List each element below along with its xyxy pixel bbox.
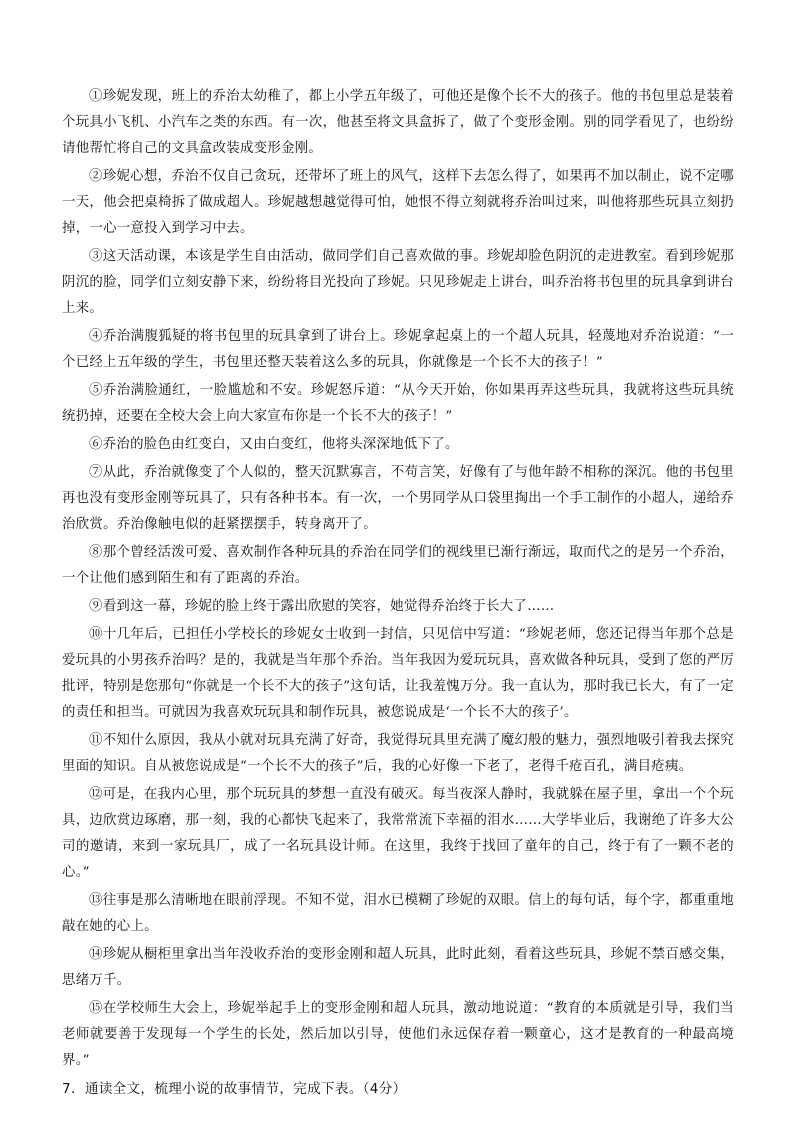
document-page xyxy=(62,84,734,1102)
paragraph-13: ⑬往事是那么清晰地在眼前浮现。不知不觉，泪水已模糊了珍妮的双眼。信上的每句话，每个字，都重重地敲在她的心上。 xyxy=(62,893,734,934)
paragraph-4: ④乔治满腹狐疑的将书包里的玩具拿到了讲台上。珍妮拿起桌上的一个超人玩具，轻蔑地对乔治说道：“一个已经上五年级的学生，书包里还整天装着这么多的玩具，你就像是一个长不大的孩子！” xyxy=(62,329,734,370)
paragraph-1: ①珍妮发现，班上的乔治太幼稚了，都上小学五年级了，可他还是像个长不大的孩子。他的书包里总是装着个玩具小飞机、小汽车之类的东西。有一次，他甚至将文具盒拆了，做了个变形金刚。别的同学看见了，也纷纷请他帮忙将自己的文具盒改装成变形金刚。 xyxy=(62,89,734,156)
question-7: 7．通读全文，梳理小说的故事情节，完成下表。（4分） xyxy=(62,1081,407,1097)
paragraph-8: ⑧那个曾经活泼可爱、喜欢制作各种玩具的乔治在同学们的视线里已渐行渐远，取而代之的是另一个乔治，一个让他们感到陌生和有了距离的乔治。 xyxy=(62,545,734,586)
paragraph-11: ⑪不知什么原因，我从小就对玩具充满了好奇，我觉得玩具里充满了魔幻般的魅力，强烈地吸引着我去探究里面的知识。自从被您说成是“一个长不大的孩子”后，我的心好像一下老了，老得千疮百孔，满目疮痍。 xyxy=(62,733,734,774)
paragraph-12: ⑫可是，在我内心里，那个玩玩具的梦想一直没有破灭。每当夜深人静时，我就躲在屋子里，拿出一个个玩具，边欣赏边琢磨，那一刻，我的心都快飞起来了，我常常流下幸福的泪水……大学毕业后，我谢绝了许多大公司的邀请，来到一家玩具厂，成了一名玩具设计师。在这里，我终于找回了童年的自己，终于有了一颗不老的心。” xyxy=(62,787,734,880)
paragraph-3: ③这天活动课，本该是学生自由活动，做同学们自己喜欢做的事。珍妮却脸色阴沉的走进教室。看到珍妮那阴沉的脸，同学们立刻安静下来，纷纷将目光投向了珍妮。只见珍妮走上讲台，叫乔治将书包里的玩具拿到讲台上来。 xyxy=(62,249,734,316)
paragraph-6: ⑥乔治的脸色由红变白，又由白变红，他将头深深地低下了。 xyxy=(89,437,459,452)
paragraph-15: ⑮在学校师生大会上，珍妮举起手上的变形金刚和超人玩具，激动地说道：“教育的本质就是引导，我们当老师就要善于发现每一个学生的长处，然后加以引导，使他们永远保存着一颗童心，这才是教育的一种最高境界。” xyxy=(62,1001,734,1068)
paragraph-14: ⑭珍妮从橱柜里拿出当年没收乔治的变形金刚和超人玩具，此时此刻，看着这些玩具，珍妮不禁百感交集，思绪万千。 xyxy=(62,947,734,988)
paragraph-2: ②珍妮心想，乔治不仅自己贪玩，还带坏了班上的风气，这样下去怎么得了，如果再不加以制止，说不定哪一天，他会把桌椅拆了做成超人。珍妮越想越觉得可怕，她恨不得立刻就将乔治叫过来，叫他将那些玩具立刻扔掉，一心一意投入到学习中去。 xyxy=(62,169,734,236)
paragraph-5: ⑤乔治满脸通红，一脸尴尬和不安。珍妮怒斥道：“从今天开始，你如果再弄这些玩具，我就将这些玩具统统扔掉，还要在全校大会上向大家宣布你是一个长不大的孩子！” xyxy=(62,383,734,424)
paragraph-9: ⑨看到这一幕，珍妮的脸上终于露出欣慰的笑容，她觉得乔治终于长大了…… xyxy=(89,599,555,614)
paragraph-7: ⑦从此，乔治就像变了个人似的，整天沉默寡言，不苟言笑，好像有了与他年龄不相称的深沉。他的书包里再也没有变形金刚等玩具了，只有各种书本。有一次，一个男同学从口袋里掏出一个手工制作的小超人，递给乔治欣赏。乔治像触电似的赶紧摆摆手，转身离开了。 xyxy=(62,465,734,532)
paragraph-10: ⑩十几年后，已担任小学校长的珍妮女士收到一封信，只见信中写道：“珍妮老师，您还记得当年那个总是爱玩具的小男孩乔治吗？是的，我就是当年那个乔治。当年我因为爱玩玩具，喜欢做各种玩具，受到了您的严厉批评，特别是您那句“你就是一个长不大的孩子”这句话，让我羞愧万分。我一直认为，那时我已长大，有了一定的责任和担当。可就因为我喜欢玩玩具和制作玩具，被您说成是‘一个长不大的孩子’。 xyxy=(62,627,734,720)
